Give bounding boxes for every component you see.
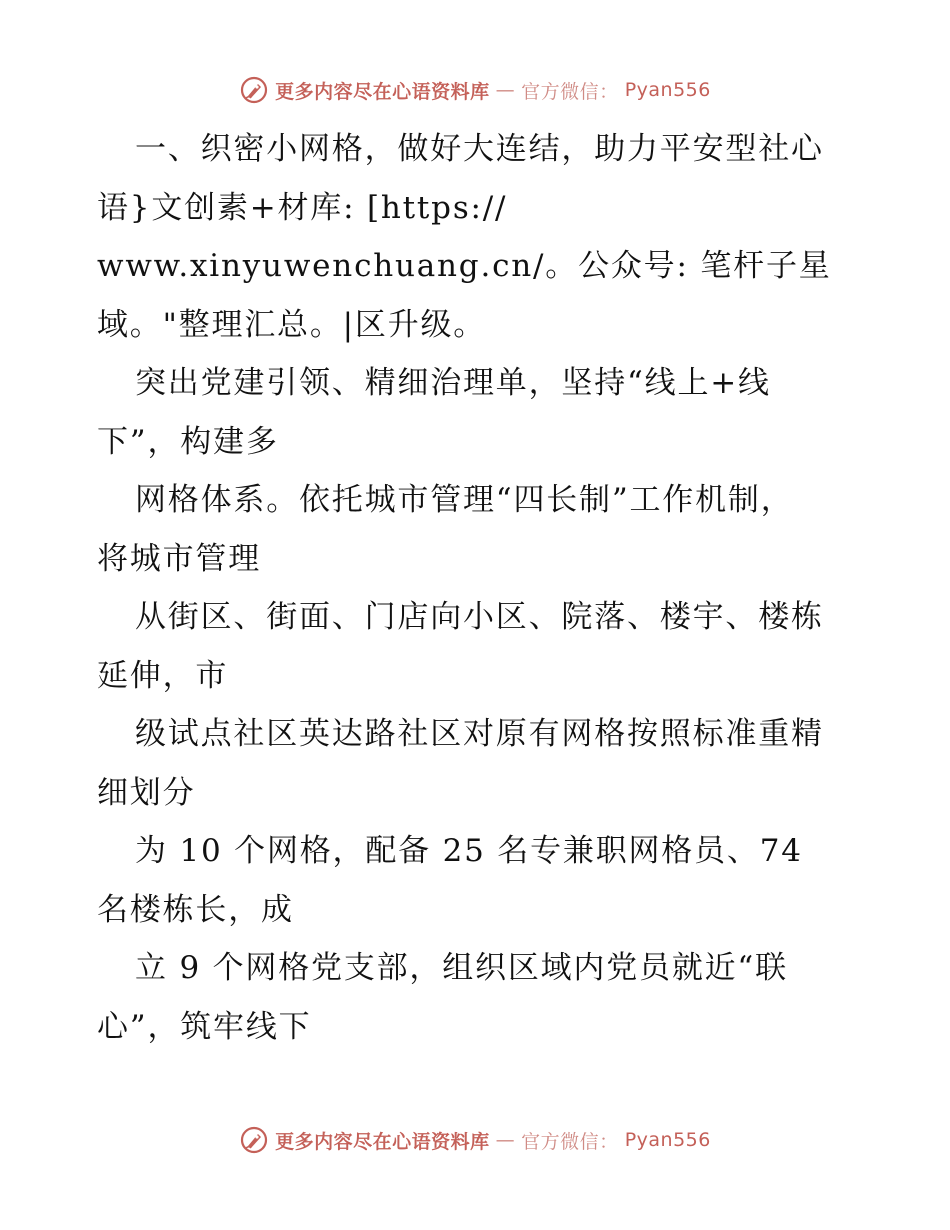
watermark-suffix: 官方微信：	[521, 80, 619, 103]
text-line: 细划分	[97, 774, 196, 811]
text-line: www.xinyuwenchuang.cn/。公众号: 笔杆子星	[97, 248, 832, 284]
text-line: 域。"整理汇总。|区升级。	[97, 306, 487, 343]
text-line: 一、织密小网格，做好大连结，助力平安型社心	[135, 131, 824, 167]
pen-nib-logo-icon	[239, 75, 269, 105]
text-line: 延伸，市	[97, 657, 229, 694]
text-line: 语}文创素+材库: [https://	[97, 189, 508, 226]
text-line: 下”，构建多	[97, 423, 279, 460]
pen-nib-logo-icon	[239, 1125, 269, 1155]
text-line: 级试点社区英达路社区对原有网格按照标准重精	[135, 716, 824, 752]
watermark-dash: —	[495, 79, 516, 101]
text-line: 立 9 个网格党支部，组织区域内党员就近“联	[135, 950, 788, 986]
text-line: 网格体系。依托城市管理“四长制”工作机制，	[135, 482, 794, 518]
text-line: 为 10 个网格，配备 25 名专兼职网格员、74	[135, 833, 803, 869]
watermark-prefix: 更多内容尽在心语资料库	[275, 80, 490, 103]
text-line: 心”，筑牢线下	[97, 1008, 312, 1045]
watermark-id: Pyan556	[624, 1129, 711, 1151]
text-line: 突出党建引领、精细治理单，坚持“线上+线	[135, 365, 771, 401]
watermark-dash: —	[495, 1129, 516, 1151]
header-watermark	[0, 70, 950, 110]
watermark-prefix: 更多内容尽在心语资料库	[275, 1130, 490, 1153]
document-body	[97, 120, 867, 1056]
watermark-id: Pyan556	[624, 79, 711, 101]
watermark-suffix: 官方微信：	[521, 1130, 619, 1153]
text-line: 名楼栋长，成	[97, 891, 294, 928]
footer-watermark	[0, 1120, 950, 1160]
text-line: 从街区、街面、门店向小区、院落、楼宇、楼栋	[135, 599, 824, 635]
text-line: 将城市管理	[97, 540, 261, 577]
